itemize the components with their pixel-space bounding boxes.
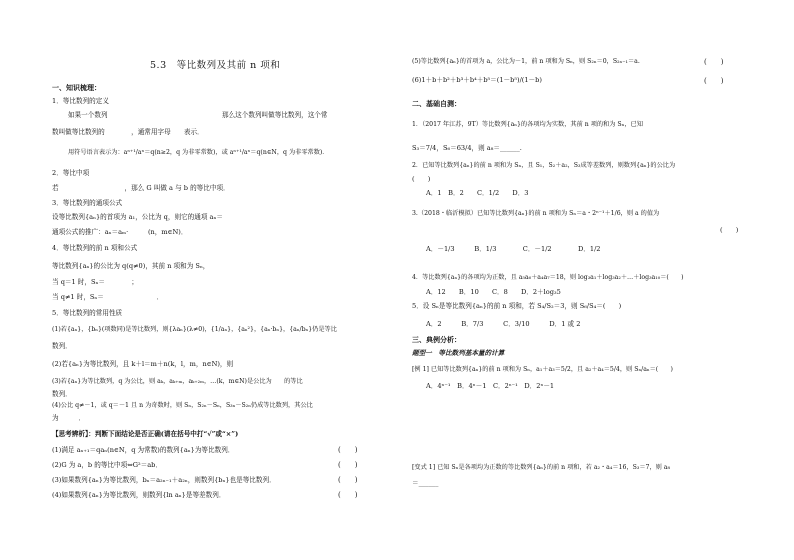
question-text: S₃＝7/4，S₆＝63/4，则 a₈＝______. [412, 144, 522, 152]
text-line: (1)若{aₙ}，{bₙ}(项数同)是等比数列，则{λaₙ}(λ≠0)，{1/aₙ}，{aₙ²}，{aₙ·bₙ}，{aₙ/bₙ}仍是等比 [52, 326, 337, 333]
question-text: 2．已知等比数列{aₙ}的前 n 项和为 Sₙ，且 S₁，S₂＋a₂，S₃成等差数列，则数列{aₙ}的公比为 [412, 162, 676, 169]
text-line: 那么这个数列叫做等比数列，这个常 [222, 111, 328, 119]
answer-paren[interactable]: ( ) [704, 77, 724, 85]
judge-item: (3)如果数列{aₙ}为等比数列，bₙ＝a₂ₙ₋₁＋a₂ₙ，则数列{bₙ}也是等比数列． [52, 476, 276, 484]
question-paren[interactable]: ( ) [720, 226, 739, 234]
section-heading: 二、基础自测： [412, 99, 461, 108]
text-line: 数列． [52, 390, 72, 398]
judge-item: (6)1＋b＋b²＋b³＋b⁴＋b⁵＝(1－b⁵)/(1－b) [412, 76, 542, 84]
page-title: 5.3 等比数列及其前 n 项和 [150, 60, 281, 71]
text-line: 等比数列{aₙ}的公比为 q(q≠0)，其前 n 项和为 Sₙ， [52, 262, 210, 270]
answer-paren[interactable]: ( ) [338, 476, 358, 484]
section-heading: 一、知识梳理： [52, 83, 101, 92]
subheading: 4．等比数列的前 n 项和公式 [52, 244, 138, 252]
text-line: (2)若{aₙ}为等比数列，且 k＋l＝m＋n(k，l，m，n∈N)，则 [52, 360, 234, 368]
text-line: 当 q≠1 时，Sₙ＝ ． [52, 293, 164, 301]
text-line: 若 ，那么 G 叫做 a 与 b 的等比中项． [52, 184, 230, 192]
question-text: 1．（2017 年江苏，9T）等比数列{aₙ}的各项均为实数，其前 n 项的和为 Sₙ，已知 [412, 121, 643, 128]
question-text: 5．设 Sₙ是等比数列{aₙ}的前 n 项和，若 S₄/S₂＝3，则 S₆/S₄＝( ) [412, 302, 622, 310]
text-line: 为 ． [52, 414, 85, 422]
subheading: 1．等比数列的定义 [52, 97, 109, 105]
answer-paren[interactable]: ( ) [338, 446, 358, 454]
answer-options: A．1 B．2 C．1/2 D．3 [426, 189, 529, 197]
text-line: 数列． [52, 342, 72, 350]
text-line: (4)公比 q≠－1，或 q＝－1 且 n 为奇数时，则 Sₙ，S₂ₙ－Sₙ，S₃ₙ－S₂ₙ仍成等比数列，其公比 [52, 402, 313, 409]
judge-item: (4)如果数列{aₙ}为等比数列，则数列{ln aₙ}是等差数列． [52, 491, 226, 499]
variant-text: [变式 1] 已知 Sₙ是各项均为正数的等比数列{aₙ}的前 n 项和，若 a₂・a₄＝16，S₃＝7，则 a₈ [412, 464, 670, 471]
text-line: 当 q＝1 时，Sₙ＝ ； [52, 278, 138, 286]
answer-options: A．－1/3 B．1/3 C．－1/2 D．1/2 [426, 245, 601, 253]
answer-paren[interactable]: ( ) [338, 491, 358, 499]
formula-line: 用符号语言表示为：aⁿ⁺¹/aⁿ＝q(n≥2，q 为非零常数)，或 aⁿ⁺¹/aⁿ＝q(n∈N，q 为非零常数)． [68, 149, 329, 156]
answer-paren[interactable]: ( ) [704, 58, 724, 66]
answer-paren[interactable]: ( ) [338, 461, 358, 469]
judge-item: (1)满足 aₙ₊₁＝qaₙ(n∈N，q 为常数)的数列{aₙ}为等比数列． [52, 446, 235, 454]
question-text: 4．等比数列{aₙ}的各项均为正数，且 a₅a₆＋a₄a₇＝18，则 log₃a₁＋log₃a₂＋…＋log₃a₁₀＝( ) [412, 274, 684, 281]
think-heading: 【思考辨析】：判断下面结论是否正确(请在括号中打“√”或“×”) [52, 430, 239, 438]
subheading: 5．等比数列的常用性质 [52, 309, 123, 317]
variant-text: ＝______ [412, 479, 439, 487]
section-heading: 三、典例分析： [412, 335, 461, 344]
text-line: (3)若{aₙ}为等比数列，q 为公比，则 aₖ，aₖ₊ₘ，aₖ₊₂ₘ，…(k，m∈N)是公比为 的等比 [52, 378, 303, 385]
answer-options: A．4ⁿ⁻¹ B．4ⁿ－1 C．2ⁿ⁻¹ D．2ⁿ－1 [426, 382, 555, 390]
text-line: 如果一个数列 [68, 111, 108, 119]
answer-options: A．12 B．10 C．8 D．2＋log₃5 [426, 288, 561, 296]
question-text: 3.（2018・临沂模拟）已知等比数列{aₙ}的前 n 项和为 Sₙ＝a・2ⁿ⁻¹＋1/6，则 a 的值为 [412, 210, 660, 217]
subheading: 2．等比中项 [52, 169, 90, 177]
text-line: 通项公式的推广：aₙ＝aₘ· (n，m∈N)． [52, 228, 188, 236]
text-line: 数叫做等比数列的 ，通常用字母 表示． [52, 128, 204, 136]
subheading: 3．等比数列的通项公式 [52, 199, 123, 207]
judge-item: (2)G 为 a，b 的等比中项⇔G²＝ab． [52, 461, 162, 469]
example-text: [例 1] 已知等比数列{aₙ}的前 n 项和为 Sₙ，a₁＋a₃＝5/2，且 a₂＋a₄＝5/4，则 Sₙ/aₙ＝( ) [412, 366, 673, 373]
question-paren[interactable]: ( ) [412, 175, 431, 183]
answer-options: A．2 B．7/3 C．3/10 D．1 或 2 [426, 320, 581, 328]
topic-heading: 题型一 等比数列基本量的计算 [412, 349, 505, 357]
judge-item: (5)等比数列{aₙ}的首项为 a，公比为－1，前 n 项和为 Sₙ，则 S₂ₙ＝0，S₂ₙ₋₁＝a. [412, 58, 640, 65]
text-line: 设等比数列{aₙ}的首项为 a₁，公比为 q，则它的通项 aₙ＝ [52, 213, 223, 221]
